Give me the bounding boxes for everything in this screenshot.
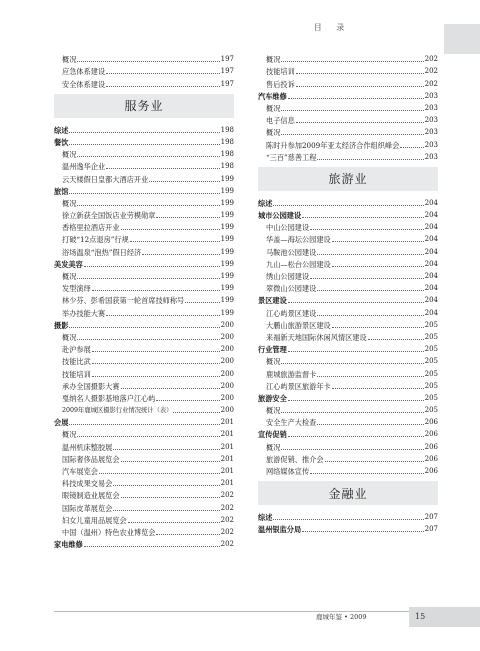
toc-entry-title: 来福新天地国际休闲风情区建设 [266,332,367,342]
toc-entry-title: 概况 [266,357,281,367]
toc-page-number: 205 [424,345,438,354]
toc-entry[interactable] [54,124,234,136]
toc-entry-title: 中国（温州）特色农业博览会 [62,527,156,537]
toc-page-number: 203 [424,91,438,100]
toc-entry[interactable] [258,392,438,404]
toc-entry[interactable] [54,501,234,513]
toc-entry[interactable] [258,65,438,77]
dot-leader [332,388,424,389]
toc-page-number: 202 [220,515,234,524]
dot-leader [77,61,219,62]
toc-entry-title: 行业管理 [258,345,287,355]
toc-page-number: 199 [220,235,234,244]
toc-page-number: 200 [220,332,234,341]
dot-leader [69,327,219,328]
toc-entry-title: 国际奢侈品展览会 [62,454,120,464]
toc-page-number: 199 [220,259,234,268]
toc-page-number: 200 [220,381,234,390]
dot-leader [288,400,424,401]
toc-entry[interactable] [258,209,438,221]
toc-page-number: 204 [424,308,438,317]
dot-leader [77,339,219,340]
toc-entry-title: 餐饮 [54,137,69,147]
dot-leader [296,122,424,123]
toc-entry-title: 安全体系建设 [62,79,106,89]
dot-leader [317,254,423,255]
footer-publication: 鹿城年鉴 • 2009 [316,613,367,621]
dot-leader [113,449,219,450]
toc-entry[interactable] [258,258,438,270]
toc-entry[interactable] [258,126,438,138]
dot-leader [121,229,220,230]
toc-page-number: 201 [220,442,234,451]
toc-page-number: 198 [220,150,234,159]
toc-entry-title: 发型演绎 [62,284,91,294]
toc-entry[interactable] [258,270,438,282]
dot-leader [317,159,423,160]
dot-leader [281,449,423,450]
toc-entry-title: 概况 [266,103,281,113]
toc-entry[interactable] [54,538,234,550]
toc-entry-title: 打破“12点退房”行规 [62,235,129,245]
dot-leader [69,193,219,194]
toc-entry-title: 概况 [266,55,281,65]
toc-page-number: 205 [424,406,438,415]
toc-entry-title: 江心屿景区建设 [266,308,317,318]
toc-page-number: 202 [424,79,438,88]
toc-entry-title: 摄影 [54,320,69,330]
toc-entry-title: 云天楼假日皇都大酒店开业 [62,174,149,184]
toc-entry-title: 陈时升参加2009年亚太经济合作组织峰会 [266,140,400,150]
dot-leader [317,424,423,425]
toc-entry-title: 香格里拉酒店开业 [62,223,120,233]
dot-leader [273,205,423,206]
toc-entry-title: 温州机床整胶展 [62,442,113,452]
toc-page-number: 199 [220,223,234,232]
dot-leader [302,531,423,532]
dot-leader [296,73,424,74]
toc-entry[interactable] [258,511,438,523]
toc-page-number: 206 [424,442,438,451]
toc-page-number: 199 [220,296,234,305]
toc-left-column [54,53,234,550]
toc-entry[interactable] [54,440,234,452]
toc-page-number: 202 [220,503,234,512]
toc-entry[interactable] [258,355,438,367]
toc-entry[interactable] [54,392,234,404]
section-heading: 旅游业 [258,167,438,191]
toc-entry[interactable] [258,428,438,440]
toc-page-number: 200 [220,320,234,329]
toc-page-number: 199 [220,174,234,183]
toc-entry[interactable] [258,319,438,331]
dot-leader [92,290,220,291]
toc-page-number: 201 [220,430,234,439]
toc-entry[interactable] [54,197,234,209]
dot-leader [310,229,423,230]
toc-entry[interactable] [258,102,438,114]
toc-entry[interactable] [54,65,234,77]
dot-leader [92,351,220,352]
toc-page-number: 203 [424,128,438,137]
toc-entry-title: 概况 [62,55,77,65]
toc-page-number: 205 [424,332,438,341]
toc-page-number: 205 [424,393,438,402]
toc-entry[interactable] [54,319,234,331]
toc-page-number: 206 [424,430,438,439]
toc-entry[interactable] [258,221,438,233]
toc-page-number: 197 [220,79,234,88]
toc-entry[interactable] [54,172,234,184]
toc-entry[interactable] [258,306,438,318]
toc-page-number: 200 [220,406,234,415]
toc-page-number: 199 [220,284,234,293]
dot-leader [149,181,219,182]
dot-leader [325,461,424,462]
dot-leader [92,376,220,377]
toc-entry-title: 综述 [54,125,69,135]
dot-leader [185,302,219,303]
toc-entry-title: 国际皮革展览会 [62,503,113,513]
toc-entry-title: 综述 [258,198,273,208]
toc-page-number: 202 [220,540,234,549]
dot-leader [92,363,220,364]
toc-entry[interactable] [54,355,234,367]
toc-right-column [258,53,438,535]
toc-page-number: 199 [220,308,234,317]
toc-page-number: 207 [424,513,438,522]
toc-entry[interactable] [258,114,438,126]
toc-page-number: 201 [220,418,234,427]
toc-page-number: 205 [424,357,438,366]
toc-entry-title: 汽车维修 [258,91,287,101]
toc-entry[interactable] [258,523,438,535]
toc-entry[interactable] [54,185,234,197]
toc-page-number: 206 [424,454,438,463]
page-number: 15 [409,607,480,627]
toc-entry-title: 旅游安全 [258,393,287,403]
toc-entry-title: 技能培训 [266,67,295,77]
dot-leader [296,86,424,87]
toc-entry[interactable] [54,477,234,489]
toc-entry-title: 中山公园建设 [266,223,310,233]
toc-entry[interactable] [54,258,234,270]
dot-leader [281,61,423,62]
toc-entry-title: 科技成果交易会 [62,479,113,489]
toc-entry[interactable] [54,453,234,465]
toc-page-number: 207 [424,525,438,534]
toc-entry[interactable] [258,440,438,452]
dot-leader [106,315,219,316]
toc-entry[interactable] [54,160,234,172]
toc-entry[interactable] [54,148,234,160]
dot-leader [156,534,219,535]
toc-entry[interactable] [54,343,234,355]
toc-page-number: 200 [220,369,234,378]
toc-entry[interactable] [54,428,234,440]
toc-page-number: 204 [424,259,438,268]
toc-entry[interactable] [54,465,234,477]
toc-entry[interactable] [54,136,234,148]
toc-page-number: 205 [424,369,438,378]
toc-entry[interactable] [258,90,438,102]
toc-page-number: 200 [220,357,234,366]
toc-entry-title: 马鞍池公园建设 [266,247,317,257]
toc-entry[interactable] [54,331,234,343]
toc-page-number: 203 [424,152,438,161]
toc-page-number: 199 [220,247,234,256]
dot-leader [332,327,424,328]
toc-page-number: 206 [424,418,438,427]
toc-entry[interactable] [54,514,234,526]
dot-leader [69,144,219,145]
toc-page-number: 204 [424,198,438,207]
toc-entry-title: 应急体系建设 [62,67,106,77]
toc-entry-title: 温州银监分局 [258,525,302,535]
toc-entry[interactable] [258,151,438,163]
page-tab-decoration [444,24,480,54]
toc-entry[interactable] [258,77,438,89]
toc-entry[interactable] [54,416,234,428]
toc-entry[interactable] [54,526,234,538]
toc-entry[interactable] [54,233,234,245]
toc-entry-title: 概况 [62,332,77,342]
toc-entry[interactable] [258,233,438,245]
toc-entry-title: 承办全国摄影大赛 [62,381,120,391]
toc-page-number: 203 [424,140,438,149]
toc-page-number: 205 [424,381,438,390]
toc-page-number: 204 [424,296,438,305]
dot-leader [332,241,424,242]
toc-entry[interactable] [258,380,438,392]
toc-entry[interactable] [258,245,438,257]
toc-entry-title: 鹿城旅游监督卡 [266,369,317,379]
toc-entry[interactable] [54,294,234,306]
dot-leader [317,290,423,291]
toc-page-number: 197 [220,55,234,64]
toc-page-number: 202 [424,67,438,76]
toc-entry-title: 家电维修 [54,540,83,550]
toc-entry-title: 举办技能大赛 [62,308,106,318]
toc-page-number: 204 [424,284,438,293]
dot-leader [84,266,220,267]
toc-entry-title: 赴沪参展 [62,345,91,355]
toc-entry-title: 城市公园建设 [258,211,302,221]
toc-entry-title: 旅游促销、推介会 [266,454,324,464]
toc-entry-title: 旅馆 [54,186,69,196]
dot-leader [302,217,423,218]
toc-page-number: 205 [424,320,438,329]
toc-page-number: 200 [220,345,234,354]
toc-page-number: 206 [424,467,438,475]
toc-page-number: 199 [220,272,234,280]
toc-entry[interactable] [54,53,234,65]
toc-entry-title: 浴场温泉“泡热”假日经济 [62,247,142,257]
dot-leader [156,400,219,401]
dot-leader [288,98,424,99]
toc-page-number: 204 [424,247,438,256]
dot-leader [400,147,423,148]
toc-entry[interactable] [54,270,234,282]
dot-leader [77,156,219,157]
page-title: 目 录 [313,23,351,32]
toc-page-number: 203 [424,116,438,125]
toc-entry[interactable] [54,221,234,233]
toc-entry[interactable] [54,209,234,221]
toc-entry[interactable] [54,282,234,294]
toc-page-number: 202 [220,491,234,500]
toc-page-number: 204 [424,272,438,280]
dot-leader [106,86,219,87]
toc-entry-title: 温州逸华企业 [62,162,106,172]
toc-entry[interactable] [258,453,438,465]
dot-leader [84,546,220,547]
toc-entry[interactable] [54,380,234,392]
toc-page-number: 201 [220,454,234,463]
toc-entry[interactable] [258,53,438,65]
toc-entry-title: 大鹏山旅游景区建设 [266,320,331,330]
toc-entry[interactable] [54,77,234,89]
dot-leader [69,424,219,425]
toc-entry[interactable] [258,343,438,355]
toc-entry-title: 概况 [62,150,77,160]
toc-entry-title: 戛纳名人摄影基地落户江心屿 [62,393,156,403]
toc-entry-title: 九山—松台公园建设 [266,259,331,269]
toc-entry-title: 安全生产大检查 [266,418,317,428]
toc-entry-title: 江心屿景区旅游年卡 [266,381,331,391]
toc-entry-title: 综述 [258,513,273,523]
toc-entry-title: 绣山公园建设 [266,272,310,281]
dot-leader [317,376,423,377]
toc-page-number: 201 [220,467,234,475]
toc-page-number: 202 [424,55,438,64]
toc-entry-title: 电子信息 [266,116,295,126]
toc-page-number: 199 [220,186,234,195]
toc-entry-title: 概况 [62,272,77,281]
dot-leader [310,473,423,474]
dot-leader [156,217,219,218]
dot-leader [288,351,424,352]
dot-leader [106,73,219,74]
dot-leader [77,278,219,279]
section-heading: 服务业 [54,94,234,118]
toc-entry[interactable] [258,294,438,306]
toc-entry-title: 概况 [266,406,281,416]
toc-page-number: 202 [220,527,234,536]
toc-entry[interactable] [258,331,438,343]
toc-entry-title: 美发美容 [54,259,83,269]
toc-entry-title: 妇女儿童用品展览会 [62,515,127,525]
dot-leader [77,436,219,437]
dot-leader [173,412,219,413]
toc-entry-title: 技能培训 [62,369,91,379]
toc-entry-title: 会展 [54,418,69,428]
dot-leader [121,497,220,498]
dot-leader [281,134,423,135]
dot-leader [69,132,219,133]
toc-entry-title: 林少芬、彭希国获第一轮首席技师称号 [62,296,185,306]
dot-leader [288,302,424,303]
dot-leader [310,278,423,279]
toc-entry-title: 概况 [266,442,281,452]
dot-leader [121,388,220,389]
dot-leader [281,412,423,413]
dot-leader [273,519,423,520]
dot-leader [77,205,219,206]
toc-entry[interactable] [54,367,234,379]
toc-entry-title: 概况 [62,430,77,440]
dot-leader [317,315,423,316]
toc-page-number: 198 [220,162,234,171]
toc-entry-title: 翠微山公园建设 [266,284,317,294]
section-heading: 金融业 [258,481,438,505]
toc-page-number: 204 [424,211,438,220]
dot-leader [113,485,219,486]
toc-entry-title: 概况 [62,198,77,208]
dot-leader [106,168,219,169]
dot-leader [128,522,220,523]
toc-page-number: 201 [220,479,234,488]
toc-entry-title: 眼镜制造业展览会 [62,491,120,501]
toc-entry-title: 汽车展览会 [62,467,98,476]
toc-entry[interactable] [258,465,438,477]
toc-entry[interactable] [54,404,234,416]
toc-entry[interactable] [258,282,438,294]
toc-page-number: 198 [220,125,234,134]
toc-page-number: 198 [220,137,234,146]
toc-page-number: 199 [220,211,234,220]
toc-entry[interactable] [54,489,234,501]
dot-leader [281,363,423,364]
toc-page-number: 204 [424,235,438,244]
toc-entry-title: “三百”慈善工程 [266,152,317,162]
dot-leader [368,339,424,340]
toc-entry-title: 技能比武 [62,357,91,367]
toc-entry-title: 徐立新获全国饭店业劳模勋章 [62,211,156,221]
toc-entry-title: 景区建设 [258,296,287,306]
toc-entry-title: 售后投诉 [266,79,295,89]
toc-page-number: 203 [424,103,438,112]
dot-leader [121,461,220,462]
toc-entry[interactable] [54,306,234,318]
toc-entry[interactable] [258,404,438,416]
toc-entry-title: 概况 [266,128,281,138]
toc-entry[interactable] [54,245,234,257]
toc-entry-title: 华盖—海坛公园建设 [266,235,331,245]
toc-entry-title: 宣传促销 [258,430,287,440]
toc-page-number: 204 [424,223,438,232]
toc-entry[interactable] [258,138,438,150]
dot-leader [142,254,219,255]
dot-leader [99,473,220,474]
toc-entry-title: 2009年鹿城区摄影行业情况统计（表） [62,407,173,415]
dot-leader [130,241,220,242]
toc-page-number: 199 [220,198,234,207]
toc-entry[interactable] [258,416,438,428]
dot-leader [113,510,219,511]
dot-leader [281,110,423,111]
dot-leader [288,436,424,437]
toc-page-number: 197 [220,67,234,76]
toc-entry[interactable] [258,367,438,379]
toc-entry-title: 网络媒体宣传 [266,467,310,476]
toc-entry[interactable] [258,197,438,209]
toc-page-number: 200 [220,393,234,402]
dot-leader [332,266,424,267]
